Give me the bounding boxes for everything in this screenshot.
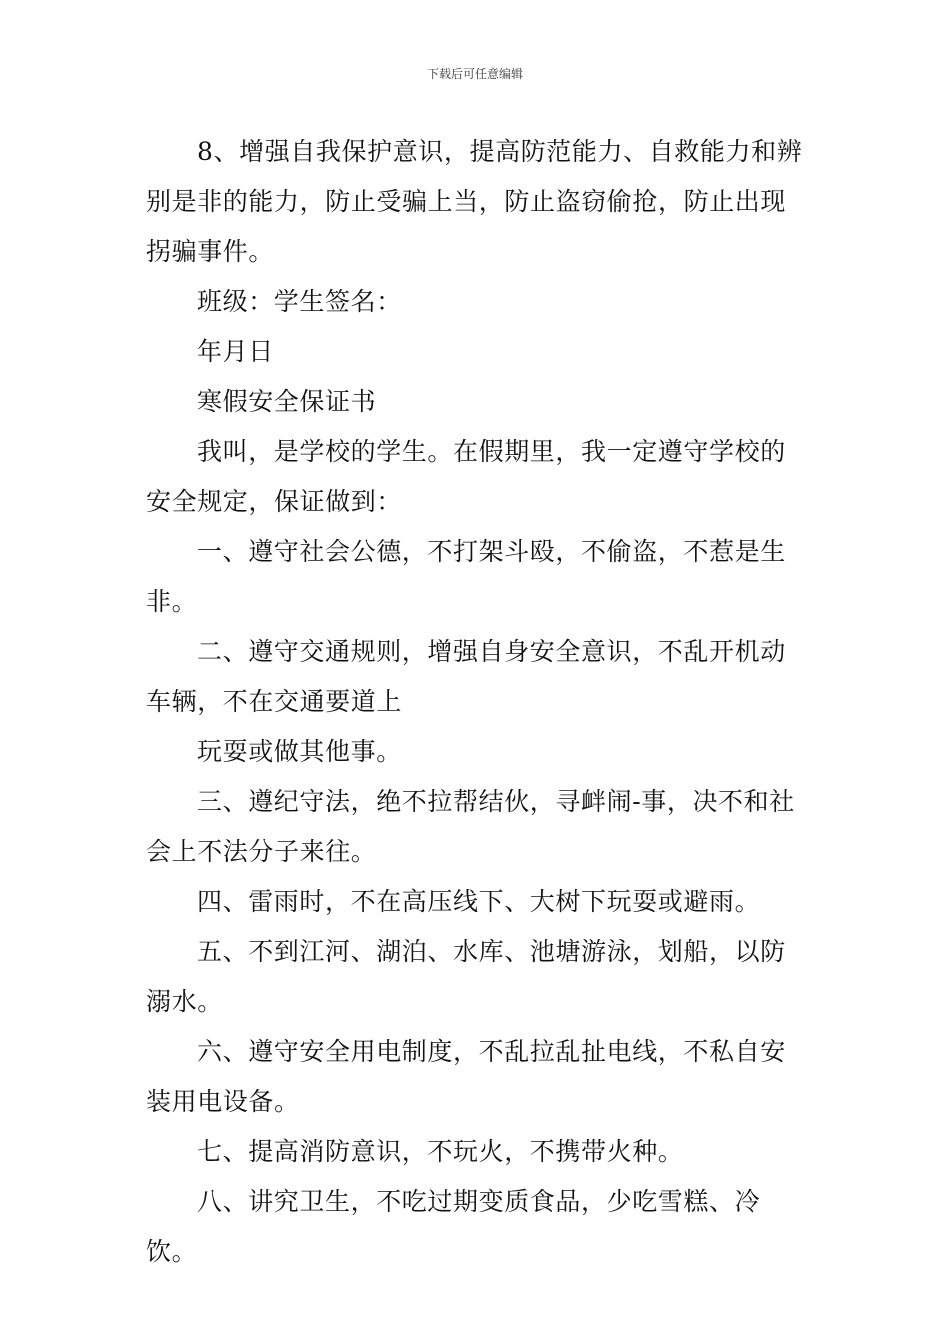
rule-8: 八、讲究卫生，不吃过期变质食品，少吃雪糕、冷饮。 xyxy=(146,1187,761,1266)
rule-3: 三、遵纪守法，绝不拉帮结伙，寻衅闹-事，决不和社会上不法分子来往。 xyxy=(146,787,795,866)
rule-7: 七、提高消防意识，不玩火，不携带火种。 xyxy=(197,1137,684,1166)
document-body xyxy=(146,127,808,1277)
date-line: 年月日 xyxy=(197,337,274,366)
rule-6: 六、遵守安全用电制度，不乱拉乱扯电线，不私自安装用电设备。 xyxy=(146,1037,786,1116)
rule-4: 四、雷雨时，不在高压线下、大树下玩耍或避雨。 xyxy=(197,887,761,916)
rule-2-continued: 玩耍或做其他事。 xyxy=(197,737,402,766)
rule-2: 二、遵守交通规则，增强自身安全意识，不乱开机动车辆，不在交通要道上 xyxy=(146,637,786,716)
class-signature-line: 班级：学生签名： xyxy=(197,287,402,316)
page-header: 下载后可任意编辑 xyxy=(426,67,523,81)
rule-5: 五、不到江河、湖泊、水库、池塘游泳，划船，以防溺水。 xyxy=(146,937,786,1016)
document-title: 寒假安全保证书 xyxy=(197,387,377,416)
intro-paragraph: 我叫，是学校的学生。在假期里，我一定遵守学校的安全规定，保证做到： xyxy=(146,437,786,516)
paragraph-item-8: 8、增强自我保护意识，提高防范能力、自救能力和辨别是非的能力，防止受骗上当，防止盗窃偷抢，防止出现拐骗事件。 xyxy=(146,137,803,266)
rule-1: 一、遵守社会公德，不打架斗殴，不偷盗，不惹是生非。 xyxy=(146,537,786,616)
